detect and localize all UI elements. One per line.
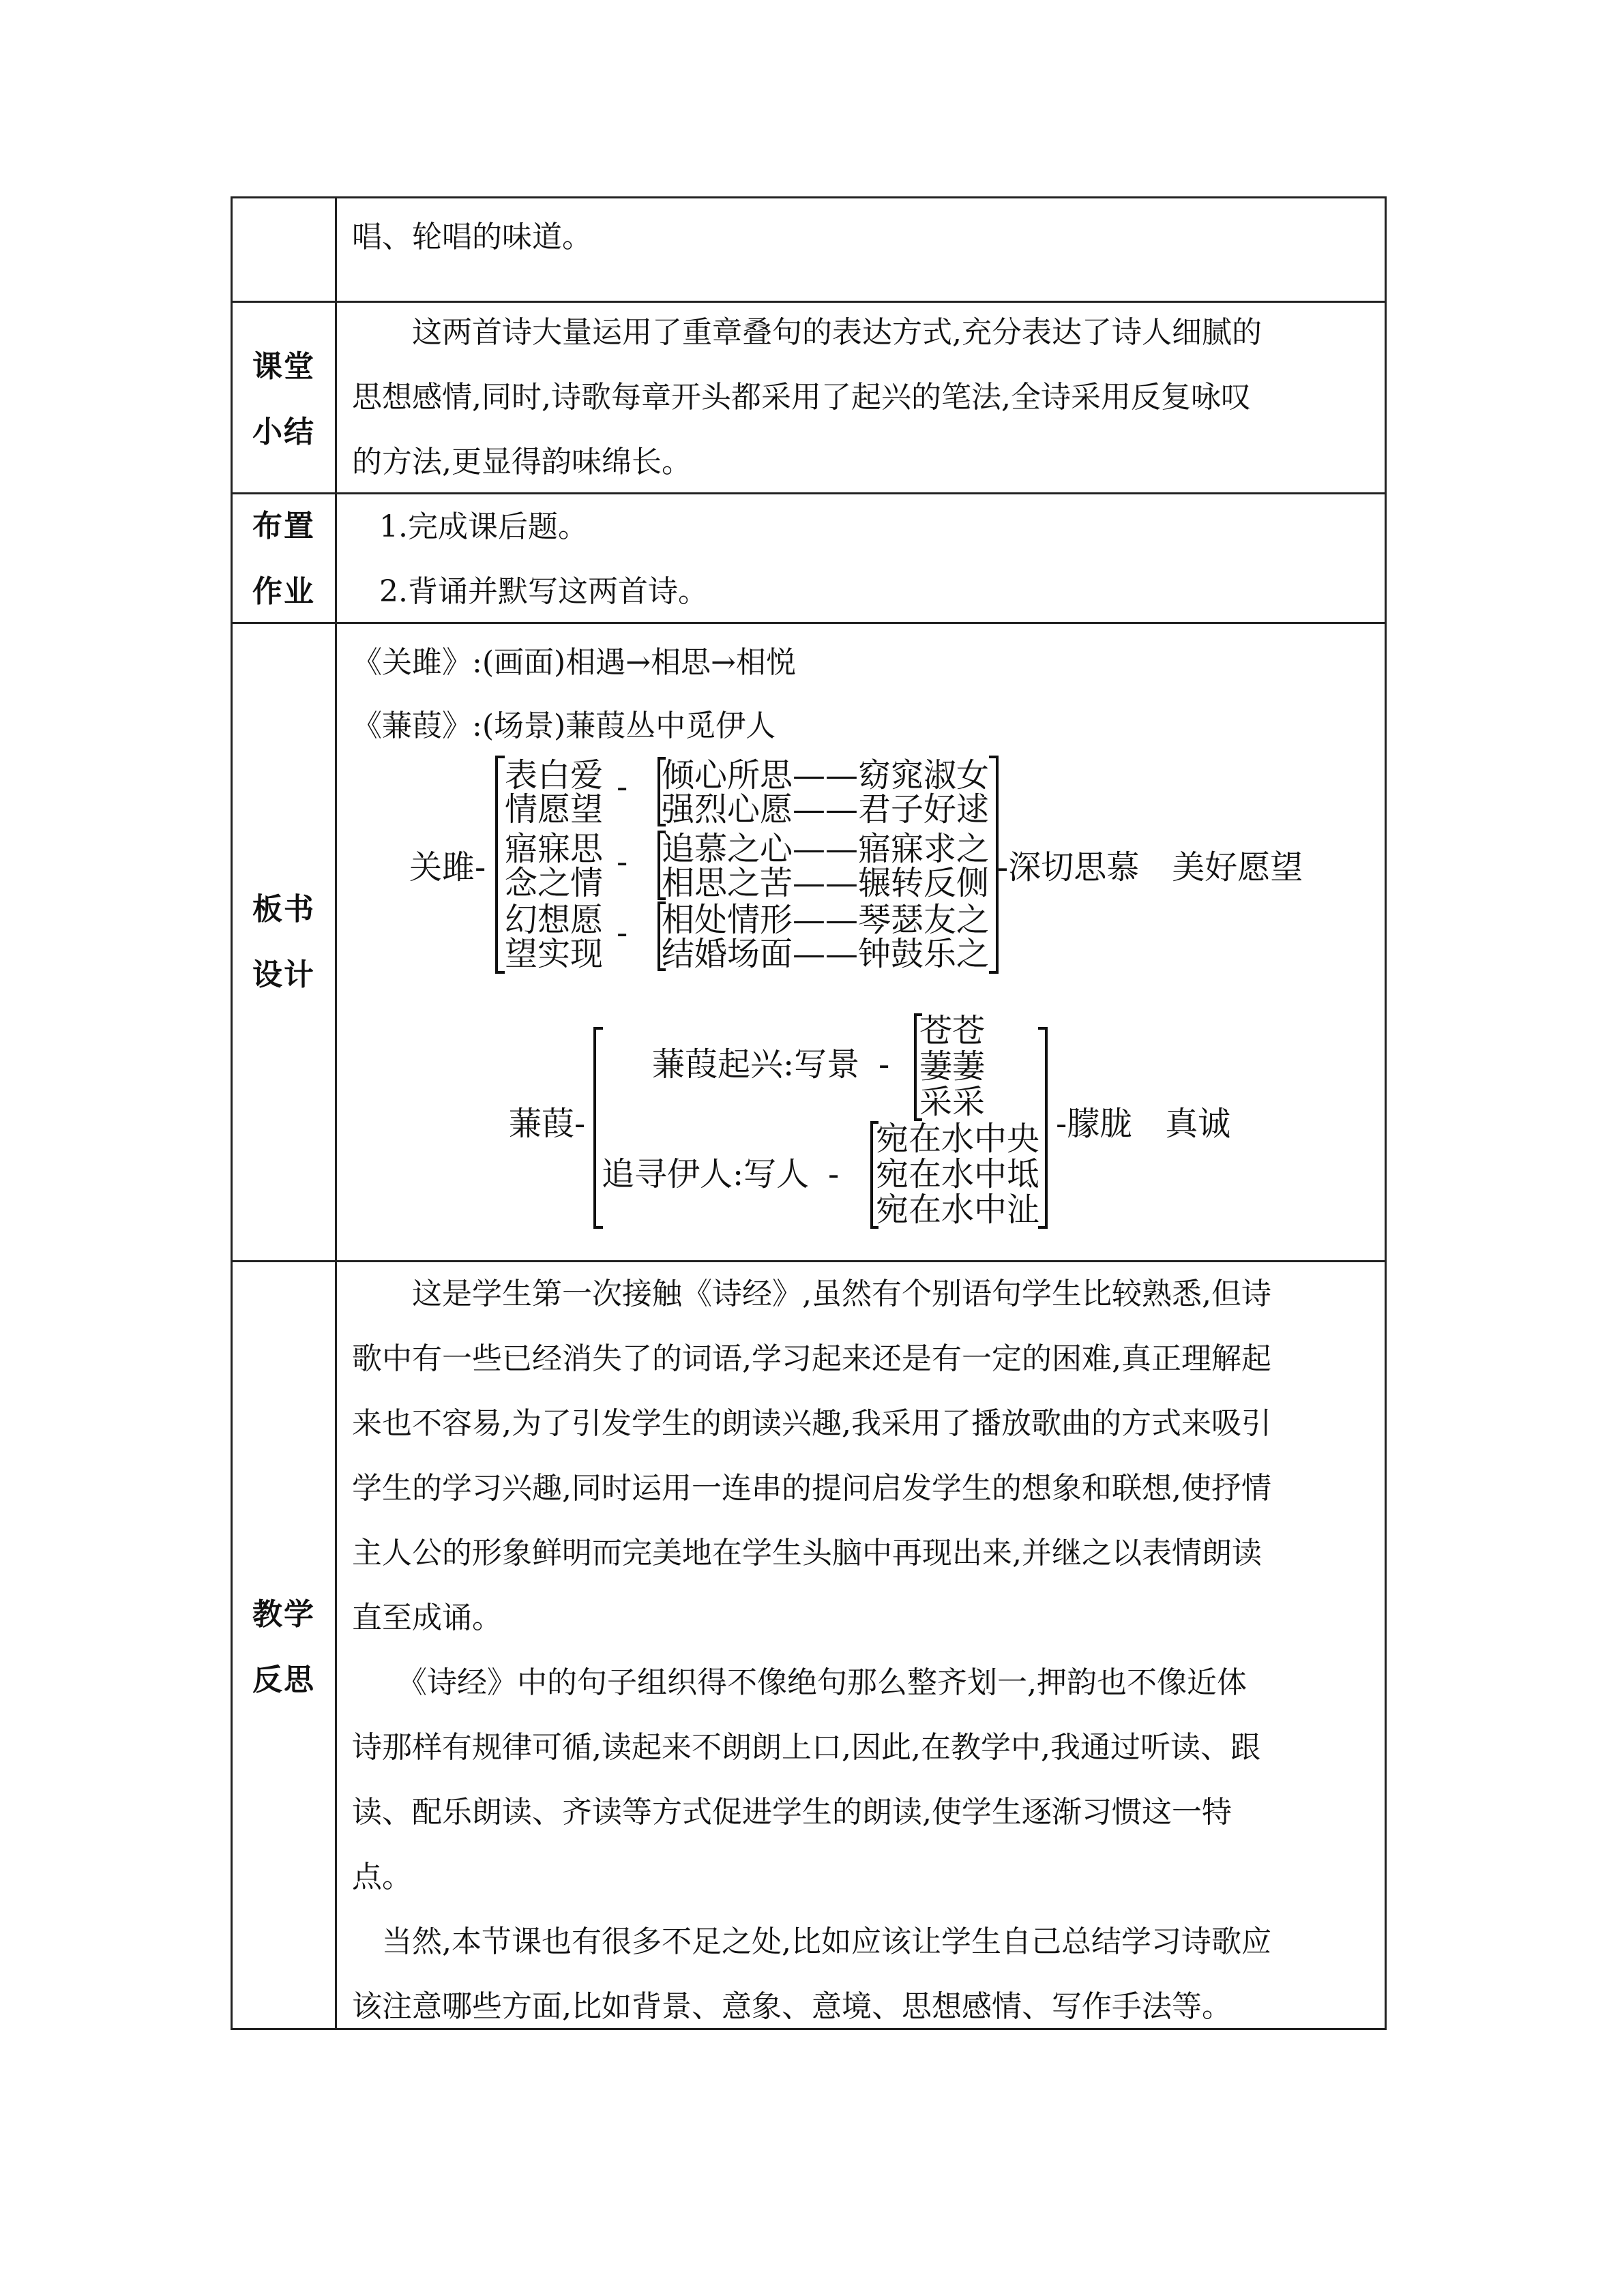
guanju-left-line: 情愿望 [505, 790, 604, 829]
reflection-line: 读、配乐朗读、齐读等方式促进学生的朗读,使学生逐渐习惯这一特 [352, 1795, 1232, 1830]
homework-label-line: 作业 [252, 574, 315, 609]
jianjia-person-item: 宛在水中坻 [876, 1155, 1040, 1193]
reflection-line: 直至成诵。 [352, 1600, 502, 1635]
jianjia-branch-1-dash: - [879, 1045, 890, 1084]
jianjia-branch-2: 追寻伊人:写人 [602, 1155, 810, 1193]
guanju-outer-right-bracket [989, 757, 997, 972]
guanju-left-line: 望实现 [505, 935, 604, 973]
summary-line: 这两首诗大量运用了重章叠句的表达方式,充分表达了诗人细腻的 [352, 315, 1262, 350]
guanju-right-line: 追慕之心——寤寐求之 [662, 830, 990, 868]
summary-line: 的方法,更显得韵味绵长。 [352, 445, 692, 479]
jianjia-person-item: 宛在水中沚 [876, 1191, 1040, 1229]
homework-item: 1.完成课后题。 [379, 509, 588, 544]
guanju-left-line: 念之情 [505, 864, 604, 902]
guanju-right-line: 倾心所思——窈窕淑女 [662, 756, 990, 794]
reflection-line: 来也不容易,为了引发学生的朗读兴趣,我采用了播放歌曲的方式来吸引 [352, 1406, 1271, 1441]
guanju-bracket-1-left [659, 758, 666, 825]
jianjia-scene-left-bracket [915, 1015, 922, 1120]
guanju-right-line: 相思之苦——辗转反侧 [662, 864, 990, 902]
guanju-group-2-dash: - [617, 843, 628, 881]
jianjia-branch-2-dash: - [828, 1155, 840, 1193]
jianjia-outer-right-bracket [1038, 1028, 1046, 1227]
guanju-left-line: 寤寐思 [505, 830, 604, 868]
summary-label-line: 课堂 [252, 349, 315, 384]
reflection-line: 主人公的形象鲜明而完美地在学生头脑中再现出来,并继之以表情朗读 [352, 1536, 1262, 1570]
jianjia-title: 蒹葭- [509, 1105, 586, 1143]
jianjia-person-item: 宛在水中央 [876, 1120, 1040, 1158]
jianjia-outer-left-bracket [595, 1028, 603, 1227]
reflection-line: 该注意哪些方面,比如背景、意象、意境、思想感情、写作手法等。 [352, 1989, 1232, 2024]
reflection-line: 当然,本节课也有很多不足之处,比如应该让学生自己总结学习诗歌应 [352, 1924, 1271, 1959]
reflection-line: 学生的学习兴趣,同时运用一连串的提问启发学生的想象和联想,使抒情 [352, 1471, 1271, 1506]
guanju-right-line: 相处情形——琴瑟友之 [662, 901, 990, 939]
reflection-text [352, 1262, 1372, 2039]
summary-label-line: 小结 [252, 415, 315, 449]
guanju-result: -深切思慕 美好愿望 [997, 848, 1303, 886]
jianjia-branch-1: 蒹葭起兴:写景 [652, 1045, 860, 1084]
reflection-line: 歌中有一些已经消失了的词语,学习起来还是有一定的困难,真正理解起 [352, 1341, 1271, 1376]
reflection-label-line: 教学 [252, 1597, 315, 1632]
homework-label-line: 布置 [252, 509, 315, 543]
guanju-right-line: 结婚场面——钟鼓乐之 [662, 935, 990, 973]
reflection-label [233, 1582, 335, 1713]
guanju-title: 关雎- [409, 848, 486, 886]
guanju-group-1-dash: - [617, 768, 628, 806]
jianjia-scene-item: 采采 [919, 1083, 986, 1121]
jianjia-scene-item: 苍苍 [919, 1012, 986, 1050]
board-label-line: 设计 [252, 957, 315, 992]
reflection-label-line: 反思 [252, 1663, 315, 1697]
reflection-line: 点。 [352, 1860, 412, 1894]
jianjia-person-left-bracket [872, 1122, 879, 1227]
continuation-text: 唱、轮唱的味道。 [352, 220, 592, 254]
board-label-line: 板书 [252, 892, 315, 927]
board-line-guanju: 《关雎》:(画面)相遇→相思→相悦 [352, 645, 796, 680]
jianjia-result: -朦胧 真诚 [1056, 1105, 1231, 1143]
reflection-line: 《诗经》中的句子组织得不像绝句那么整齐划一,押韵也不像近体 [352, 1665, 1247, 1700]
guanju-bracket-3-left [659, 903, 666, 970]
homework-item: 2.背诵并默写这两首诗。 [379, 574, 708, 609]
reflection-line: 这是学生第一次接触《诗经》,虽然有个别语句学生比较熟悉,但诗 [352, 1277, 1271, 1311]
guanju-left-line: 幻想愿 [505, 901, 604, 939]
reflection-line: 诗那样有规律可循,读起来不朗朗上口,因此,在教学中,我通过听读、跟 [352, 1730, 1260, 1765]
guanju-bracket-2-left [659, 832, 666, 899]
guanju-left-line: 表白爱 [505, 756, 604, 794]
guanju-group-3-dash: - [617, 914, 628, 952]
guanju-right-line: 强烈心愿——君子好逑 [662, 790, 990, 829]
summary-line: 思想感情,同时,诗歌每章开头都采用了起兴的笔法,全诗采用反复咏叹 [352, 380, 1251, 415]
guanju-outer-left-bracket [497, 757, 505, 972]
jianjia-scene-item: 萋萋 [919, 1047, 986, 1086]
board-line-jianjia: 《蒹葭》:(场景)蒹葭丛中觅伊人 [352, 709, 776, 743]
